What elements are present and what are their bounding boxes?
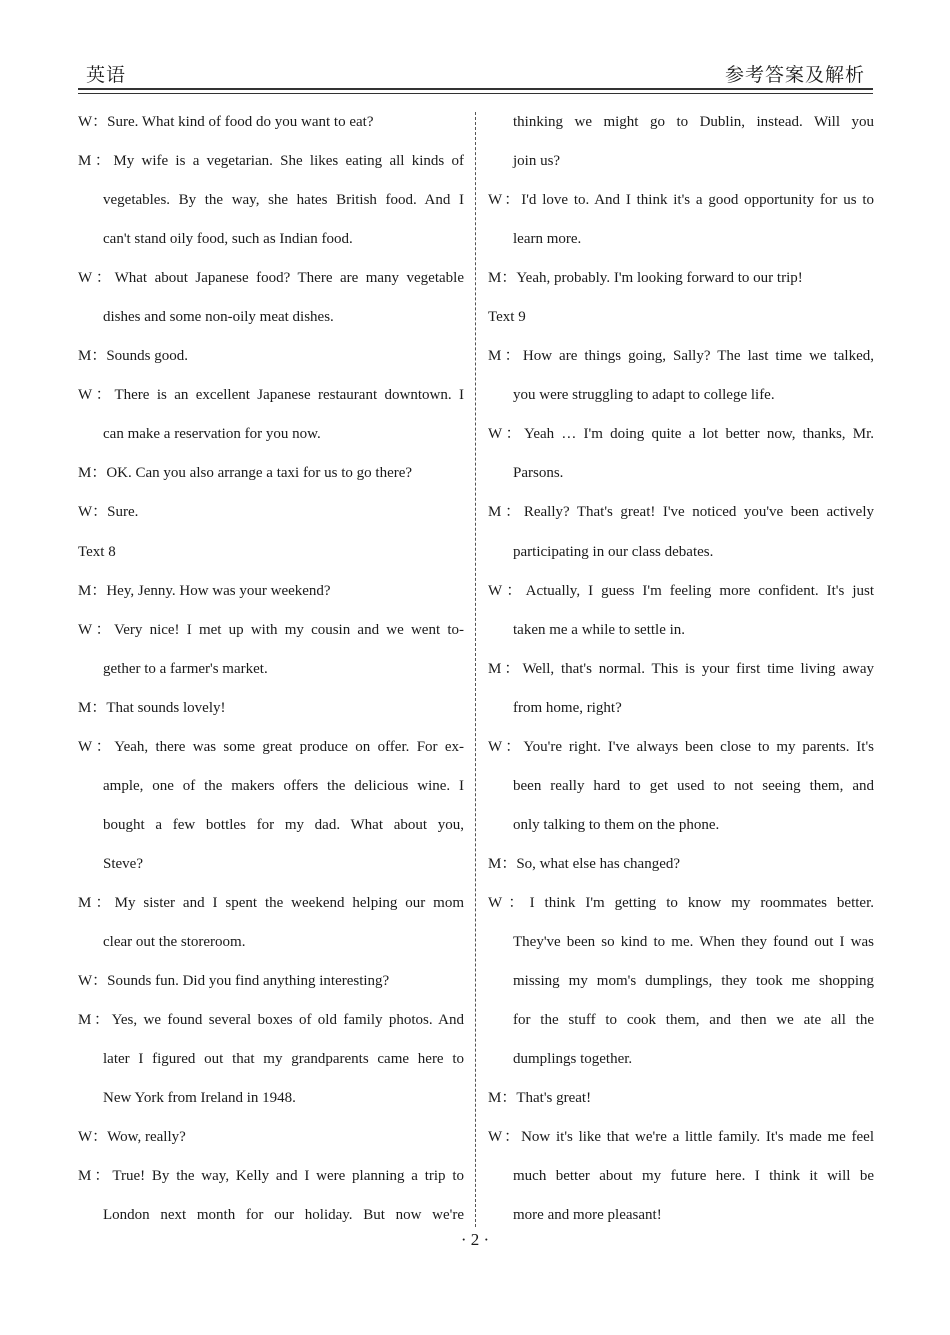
- header-rule-thin: [78, 93, 873, 94]
- dialogue-line: you were struggling to adapt to college life.: [513, 387, 775, 404]
- section-heading: Text 9: [488, 309, 526, 326]
- dialogue-line: W：What about Japanese food? There are many vegetable: [78, 270, 464, 287]
- dialogue-line: W：Sure.: [78, 504, 139, 521]
- dialogue-line: W：There is an excellent Japanese restaurant downtown. I: [78, 387, 464, 404]
- dialogue-line: W：I think I'm getting to know my roommates better.: [488, 894, 874, 911]
- dialogue-line: learn more.: [513, 231, 582, 248]
- dialogue-line: M：Sounds good.: [78, 348, 189, 365]
- dialogue-line: W：You're right. I've always been close to my parents. It's: [488, 738, 874, 755]
- dialogue-line: M：Hey, Jenny. How was your weekend?: [78, 582, 331, 599]
- dialogue-line: can't stand oily food, such as Indian food.: [103, 231, 353, 248]
- dialogue-line: from home, right?: [513, 699, 622, 716]
- dialogue-line: M：That sounds lovely!: [78, 699, 226, 716]
- subject-title: 英语: [86, 65, 127, 86]
- section-heading: Text 8: [78, 543, 116, 560]
- dialogue-line: They've been so kind to me. When they found out I was: [513, 933, 874, 950]
- dialogue-line: vegetables. By the way, she hates British food. And I: [103, 192, 464, 209]
- dialogue-line: ample, one of the makers offers the delicious wine. I: [103, 777, 464, 794]
- dialogue-line: M：OK. Can you also arrange a taxi for us to go there?: [78, 465, 413, 482]
- dialogue-line: W：Actually, I guess I'm feeling more confident. It's just: [488, 582, 874, 599]
- section-title: 参考答案及解析: [724, 65, 865, 86]
- dialogue-line: M：Really? That's great! I've noticed you've been actively: [488, 504, 874, 521]
- dialogue-line: been really hard to get used to not seeing them, and: [513, 777, 874, 794]
- dialogue-line: New York from Ireland in 1948.: [103, 1090, 296, 1107]
- dialogue-line: M：So, what else has changed?: [488, 855, 681, 872]
- dialogue-line: Parsons.: [513, 465, 564, 482]
- dialogue-line: M：Yes, we found several boxes of old family photos. And: [78, 1012, 464, 1029]
- dialogue-line: M：My sister and I spent the weekend helping our mom: [78, 894, 464, 911]
- dialogue-line: W：I'd love to. And I think it's a good opportunity for us to: [488, 192, 874, 209]
- dialogue-line: later I figured out that my grandparents came here to: [103, 1051, 464, 1068]
- dialogue-line: can make a reservation for you now.: [103, 426, 321, 443]
- dialogue-line: M：How are things going, Sally? The last time we talked,: [488, 348, 874, 365]
- dialogue-line: more and more pleasant!: [513, 1207, 662, 1224]
- dialogue-line: for the stuff to cook them, and then we ate all the: [513, 1012, 874, 1029]
- dialogue-line: gether to a farmer's market.: [103, 660, 268, 677]
- dialogue-line: M：True! By the way, Kelly and I were planning a trip to: [78, 1168, 464, 1185]
- dialogue-line: London next month for our holiday. But now we're: [103, 1207, 464, 1224]
- right-column: [488, 106, 874, 1238]
- dialogue-line: only talking to them on the phone.: [513, 816, 720, 833]
- header-rule-thick: [78, 88, 873, 90]
- dialogue-line: W：Yeah … I'm doing quite a lot better now, thanks, Mr.: [488, 426, 874, 443]
- dialogue-line: W：Yeah, there was some great produce on offer. For ex-: [78, 738, 464, 755]
- dialogue-line: participating in our class debates.: [513, 543, 714, 560]
- dialogue-line: W：Very nice! I met up with my cousin and we went to-: [78, 621, 464, 638]
- dialogue-line: W：Sure. What kind of food do you want to eat?: [78, 114, 374, 130]
- dialogue-line: M：That's great!: [488, 1090, 592, 1107]
- dialogue-line: W：Wow, really?: [78, 1129, 186, 1146]
- dialogue-line: bought a few bottles for my dad. What about you,: [103, 816, 464, 833]
- page-number: · 2 ·: [460, 1230, 490, 1249]
- dialogue-line: W：Sounds fun. Did you find anything interesting?: [78, 973, 390, 990]
- left-column: [78, 106, 464, 1238]
- column-divider: [475, 112, 476, 1227]
- dialogue-line: join us?: [513, 153, 561, 170]
- dialogue-line: clear out the storeroom.: [103, 933, 246, 950]
- dialogue-line: M：Yeah, probably. I'm looking forward to our trip!: [488, 270, 803, 287]
- dialogue-line: taken me a while to settle in.: [513, 621, 686, 638]
- dialogue-line: W：Now it's like that we're a little family. It's made me feel: [488, 1129, 874, 1146]
- dialogue-line: M：My wife is a vegetarian. She likes eating all kinds of: [78, 153, 464, 170]
- dialogue-line: dishes and some non-oily meat dishes.: [103, 309, 334, 326]
- dialogue-line: Steve?: [103, 855, 143, 872]
- dialogue-line: M：Well, that's normal. This is your first time living away: [488, 660, 874, 677]
- dialogue-line: missing my mom's dumplings, they took me shopping: [513, 973, 874, 990]
- dialogue-line: much better about my future here. I think it will be: [513, 1168, 874, 1185]
- dialogue-line: dumplings together.: [513, 1051, 633, 1068]
- page-header: [78, 58, 873, 86]
- dialogue-line: thinking we might go to Dublin, instead. Will you: [513, 114, 874, 130]
